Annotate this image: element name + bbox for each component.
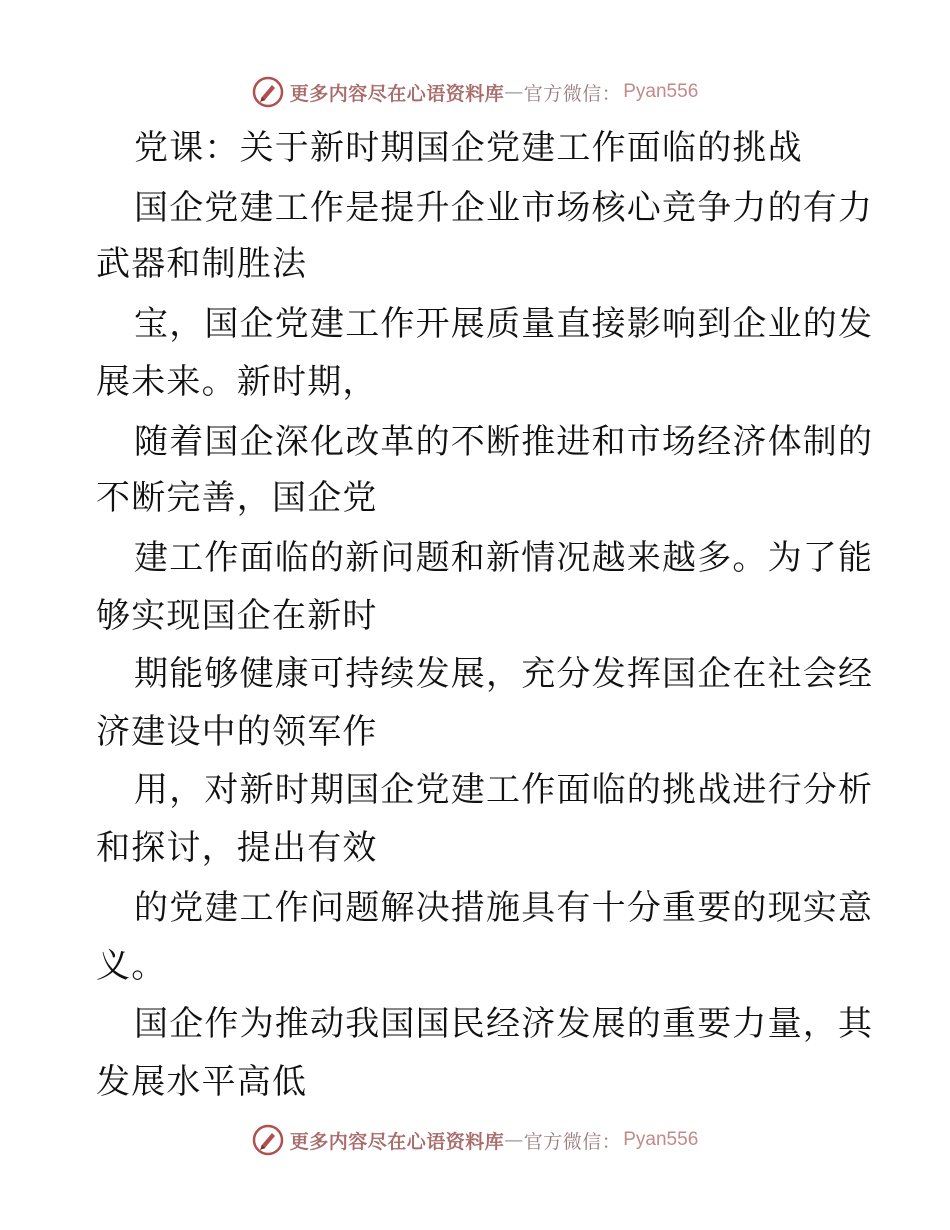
paragraph-line: 展未来。新时期， bbox=[96, 362, 378, 402]
watermark-separator: — bbox=[504, 81, 524, 103]
header-watermark bbox=[0, 72, 950, 112]
paragraph-line: 随着国企深化改革的不断推进和市场经济体制的 bbox=[134, 422, 874, 462]
watermark-wechat-label: 官方微信： bbox=[523, 1130, 622, 1153]
paragraph-line: 建工作面临的新问题和新情况越来越多。为了能 bbox=[134, 538, 874, 578]
watermark-wechat-id: Pyan556 bbox=[623, 81, 699, 102]
document-title: 党课：关于新时期国企党建工作面临的挑战 bbox=[134, 128, 803, 168]
logo-icon bbox=[252, 76, 284, 108]
watermark-wechat-label: 官方微信： bbox=[523, 82, 622, 105]
footer-watermark bbox=[0, 1120, 950, 1160]
paragraph-line: 和探讨，提出有效 bbox=[96, 828, 378, 868]
watermark-wechat-id: Pyan556 bbox=[623, 1129, 699, 1150]
paragraph-line: 够实现国企在新时 bbox=[96, 596, 378, 636]
paragraph-line: 的党建工作问题解决措施具有十分重要的现实意 bbox=[134, 888, 874, 928]
paragraph-line: 用，对新时期国企党建工作面临的挑战进行分析 bbox=[134, 770, 874, 810]
paragraph-line: 国企党建工作是提升企业市场核心竞争力的有力 bbox=[134, 188, 874, 228]
paragraph-line: 武器和制胜法 bbox=[96, 244, 308, 284]
paragraph-line: 义。 bbox=[96, 946, 167, 986]
watermark-brand-text: 更多内容尽在心语资料库 bbox=[289, 1130, 505, 1153]
logo-icon bbox=[252, 1124, 284, 1156]
watermark-separator: — bbox=[504, 1129, 524, 1151]
paragraph-line: 不断完善，国企党 bbox=[96, 478, 378, 518]
watermark-brand-text: 更多内容尽在心语资料库 bbox=[289, 82, 505, 105]
paragraph-line: 济建设中的领军作 bbox=[96, 712, 378, 752]
paragraph-line: 宝，国企党建工作开展质量直接影响到企业的发 bbox=[134, 304, 874, 344]
paragraph-line: 期能够健康可持续发展，充分发挥国企在社会经 bbox=[134, 654, 874, 694]
paragraph-line: 发展水平高低 bbox=[96, 1062, 308, 1102]
paragraph-line: 国企作为推动我国国民经济发展的重要力量，其 bbox=[134, 1004, 874, 1044]
